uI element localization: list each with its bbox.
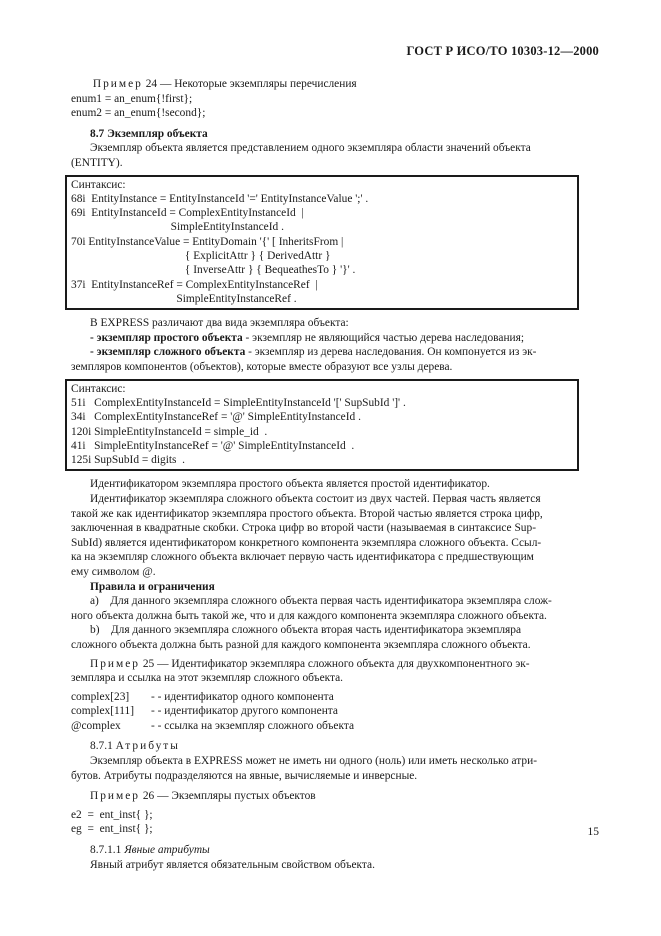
example-24-caption <box>90 77 598 92</box>
term-simple: - экземпляр простого объекта <box>90 331 243 344</box>
syntax-box-2 <box>65 379 579 472</box>
rule-b: b) Для данного экземпляра сложного объекта вторая часть идентификатора экземпляра <box>90 624 522 637</box>
section-number: 8.7.1.1 <box>90 844 122 857</box>
ids-p2 <box>71 492 598 580</box>
syntax-rule: 125i SupSubId = digits . <box>71 454 186 467</box>
section-title: Атрибуты <box>115 740 180 753</box>
code-cell: complex[23] <box>71 690 130 703</box>
example-26-caption <box>90 789 598 804</box>
example-25-caption <box>90 657 598 672</box>
text-line: (ENTITY). <box>71 156 123 169</box>
example-24-code <box>71 92 598 121</box>
example-text: — Некоторые экземпляры перечисления <box>159 78 357 90</box>
term-complex-text: - экземпляр из дерева наследования. Он компонуется из эк- <box>245 346 537 359</box>
section-8-7-1-text-cont: бутов. Атрибуты подразделяются на явные, вычисляемые и инверсные. <box>71 769 418 782</box>
text-line: заключенная в квадратные скобки. Строка цифр во второй части (называемая в синтаксисе Sup- <box>71 522 536 535</box>
page-content <box>71 77 598 872</box>
text-line: такой же как идентификатор экземпляра простого объекта. Второй частью является строка цифр, <box>71 507 543 520</box>
example-number: 24 <box>145 78 158 90</box>
section-8-7-1-1-text: Явный атрибут является обязательным свойством объекта. <box>90 858 375 871</box>
list-item <box>71 690 598 705</box>
list-item <box>71 704 598 719</box>
kinds-intro: В EXPRESS различают два вида экземпляра объекта: <box>90 317 349 330</box>
syntax-rule: SimpleEntityInstanceRef . <box>71 292 297 305</box>
text-line: Экземпляр объекта является представлением одного экземпляра области значений объекта <box>90 142 531 155</box>
code-line: enum2 = an_enum{!second}; <box>71 107 206 120</box>
page-header: ГОСТ Р ИСО/ТО 10303-12—2000 <box>406 44 599 58</box>
section-8-7-1-text: Экземпляр объекта в EXPRESS может не иметь ни одного (ноль) или иметь несколько атри- <box>90 755 538 768</box>
syntax-rule: 37i EntityInstanceRef = ComplexEntityInstanceRef | <box>71 278 318 291</box>
text-line: ка на экземпляр сложного объекта включает первую часть идентификатора с предшествующим <box>71 551 534 564</box>
syntax-title: Синтаксис: <box>71 178 126 191</box>
desc-cell: - - идентификатор другого компонента <box>151 705 338 718</box>
syntax-rule: 41i SimpleEntityInstanceRef = '@' SimpleEntityInstanceId . <box>71 439 355 452</box>
code-line: eg = ent_inst{ }; <box>71 823 153 836</box>
text-line: ему символом @. <box>71 565 156 578</box>
example-25-caption-cont: земпляра и ссылка на этот экземпляр сложного объекта. <box>71 672 344 685</box>
rule-a-cont: ного объекта должна быть такой же, что и для каждого компонента экземпляра сложного объекта. <box>71 609 547 622</box>
text-line: Идентификатор экземпляра сложного объекта состоит из двух частей. Первая часть является <box>90 492 541 505</box>
syntax-rule: 68i EntityInstance = EntityInstanceId '=' EntityInstanceValue ';' . <box>71 192 369 205</box>
text-line: SubId) является идентификатором конкретного компонента экземпляра сложного объекта. Ссыл- <box>71 536 542 549</box>
ids-p1: Идентификатором экземпляра простого объекта является простой идентификатор. <box>90 478 490 491</box>
rule-a: a) Для данного экземпляра сложного объекта первая часть идентификатора экземпляра слож- <box>90 595 552 608</box>
syntax-rule: 69i EntityInstanceId = ComplexEntityInstanceId | <box>71 207 304 220</box>
term-complex: - экземпляр сложного объекта <box>90 346 246 359</box>
section-heading-8-7-1-1 <box>90 843 598 858</box>
syntax-box-1 <box>65 175 579 311</box>
example-text: — Идентификатор экземпляра сложного объекта для двухкомпонентного эк- <box>157 657 530 670</box>
kind-complex-cont: земпляров компонентов (объектов), которые вместе образуют все узлы дерева. <box>71 361 453 374</box>
syntax-rule: { ExplicitAttr } { DerivedAttr } <box>71 250 331 263</box>
example-label: Пример <box>92 78 143 90</box>
kind-simple <box>90 331 598 346</box>
example-label: Пример <box>90 790 140 803</box>
syntax-rule: 34i ComplexEntityInstanceRef = '@' SimpleEntityInstanceId . <box>71 411 361 424</box>
code-cell: complex[111] <box>71 705 135 718</box>
code-line: enum1 = an_enum{!first}; <box>71 92 193 105</box>
example-number: 26 <box>142 790 155 803</box>
desc-cell: - - идентификатор одного компонента <box>151 690 334 703</box>
rules-heading: Правила и ограничения <box>90 580 215 593</box>
list-item <box>71 719 598 734</box>
example-text: — Экземпляры пустых объектов <box>157 790 316 803</box>
syntax-rule: { InverseAttr } { BequeathesTo } '}' . <box>71 264 356 277</box>
example-number: 25 <box>142 657 155 670</box>
section-number: 8.7.1 <box>90 740 113 753</box>
example-label: Пример <box>90 657 140 670</box>
example-25-table <box>71 690 598 734</box>
example-26-code <box>71 808 598 837</box>
syntax-title: Синтаксис: <box>71 382 126 395</box>
term-simple-text: - экземпляр не являющийся частью дерева наследования; <box>242 331 525 344</box>
section-heading-8-7: 8.7 Экземпляр объекта <box>90 127 208 140</box>
desc-cell: - - ссылка на экземпляр сложного объекта <box>151 719 355 732</box>
rule-b-cont: сложного объекта должна быть разной для каждого компонента экземпляра сложного объекта. <box>71 638 531 651</box>
section-title: Явные атрибуты <box>124 844 210 857</box>
section-heading-8-7-1 <box>90 739 598 754</box>
code-cell: @complex <box>71 719 121 732</box>
syntax-rule: 120i SimpleEntityInstanceId = simple_id . <box>71 425 268 438</box>
syntax-rule: 70i EntityInstanceValue = EntityDomain '{' [ InheritsFrom | <box>71 235 344 248</box>
syntax-rule: SimpleEntityInstanceId . <box>71 221 284 234</box>
page-number: 15 <box>587 826 599 838</box>
code-line: e2 = ent_inst{ }; <box>71 808 153 821</box>
kind-complex <box>90 345 598 360</box>
section-8-7-text <box>71 141 598 170</box>
syntax-rule: 51i ComplexEntityInstanceId = SimpleEntityInstanceId '[' SupSubId ']' . <box>71 396 406 409</box>
